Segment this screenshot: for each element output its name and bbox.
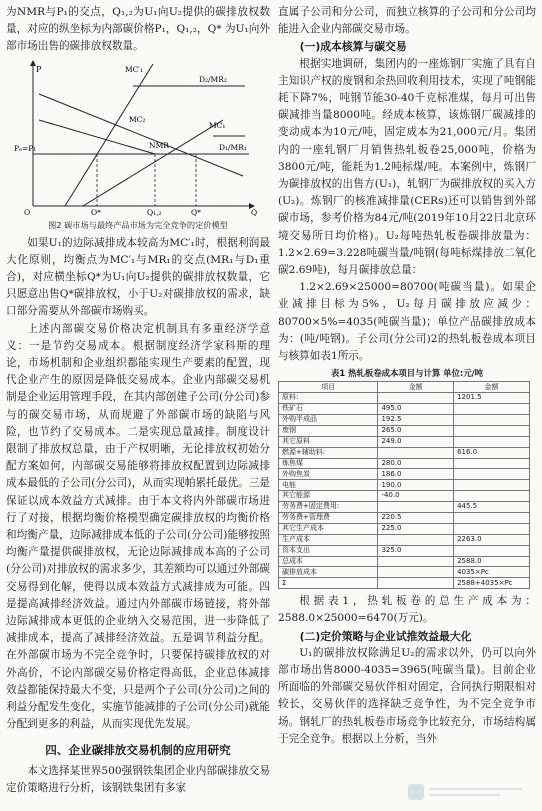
table-row-label: 劳务费+管理费	[279, 512, 378, 523]
mc2-label: MC₂	[129, 114, 146, 124]
table-row	[279, 469, 530, 480]
table-cell-value	[454, 469, 530, 480]
table-row-label: Σ	[279, 578, 378, 589]
q12-label: Q₁,₂	[147, 207, 162, 217]
table-row	[279, 556, 530, 567]
table-cell-value	[454, 523, 530, 534]
watermark-logo	[408, 781, 528, 803]
table-cell-value: 4035×Pc	[454, 567, 530, 578]
body-paragraph: 上述内部碳交易价格决定机制具有多重经济学意义：一是节约交易成本。根据制度经济学家科斯的理论，市场机制和企业组织都能实现生产要素的配置，现代企业产生的原因是降低交易成本。企业内部碳交易机制是企业运用管理手段，在其内部创建子公司(分公司)参与的碳交易市场，从而规避了外部碳市场的缺陷与风险，也节约了交易成本。二是实现总量减排。制度设计限制了排放权总量，由于产权明晰，无论排放权初始分配方案如何，内部碳交易能够将排放权配置到边际减排成本最低的子公司(分公司)，从而实现帕累托最优。三是保证以成本效益方式减排。由于本文将内外部碳市场进行了对接，根据均衡价格模型确定碳排放权的均衡价格和均衡产量，边际减排成本低的子公司(分公司)能够按照均衡产量提供碳排放权，无论边际减排成本高的子公司(分公司)对排放权的需求多少，其差额均可以通过外部碳交易得到化解，使得以成本效益方式减排成为可能。四是提高减排经济效益。通过内外部碳市场链接，将外部边际减排成本更低的企业纳入交易范围，进一步降低了减排成本，提高了减排经济效益。五是调节利益分配。在外部碳市场为不完全竞争时，只要保持碳排放权的对外高价，不论内部碳交易价格定得高低，企业总体减排效益都能保持最大不变，只是两个子公司(分公司)之间的利益分配发生变化，实施节能减排的子公司(分公司)就能分配到更多的利益，从而实现优先发展。	[6, 322, 270, 731]
table-row-label: 生产成本	[279, 534, 378, 545]
table-cell-value	[378, 578, 454, 589]
table-header-row	[279, 382, 530, 393]
table-cell-value: -40.0	[378, 491, 454, 502]
table-cell-value: 249.0	[378, 436, 454, 447]
q-label: Q	[251, 207, 258, 217]
table-cell-value	[454, 491, 530, 502]
table-row-label: 炼焦煤	[279, 458, 378, 469]
table-row	[279, 502, 530, 513]
table-cell-value	[378, 556, 454, 567]
subsection-2-paragraph: U₁的碳排放权除满足U₂的需求以外，仍可以向外部市场出售8000-4035=3965(吨碳当量)。目前企业所面临的外部碳交易伙伴相对固定，合同执行期限相对较长，交易伙伴的选择缺乏竞争性，为不完全竞争市场。钢轧厂的热轧板卷市场竞争比较充分，市场结构属于完全竞争。根据以上分析，当外	[278, 646, 536, 745]
after-table-paragraph: 根据表1，热轧板卷的总生产成本为：2588.0×25000=6470(万元)。	[278, 595, 536, 625]
table-cell-value	[454, 425, 530, 436]
table-cell-value: 225.0	[378, 523, 454, 534]
pe-p1-label: Pₑ=P₁	[14, 143, 37, 153]
table-cell-value	[454, 436, 530, 447]
table-cell-value: 186.0	[378, 469, 454, 480]
nmr-label: NMR	[149, 140, 169, 150]
table-row	[279, 545, 530, 556]
table-row	[279, 404, 530, 415]
table-row-label: 外购半成品	[279, 414, 378, 425]
d1mr1-label: D₁/MR₁	[219, 142, 247, 152]
table-cell-value: 325.0	[378, 545, 454, 556]
table-row	[279, 436, 530, 447]
watermark-stroke	[430, 788, 522, 790]
table-header-cell: 项目	[279, 382, 378, 393]
table-cell-value: 192.5	[378, 414, 454, 425]
table-cell-value: 190.0	[378, 480, 454, 491]
table-row	[279, 425, 530, 436]
table-cell-value	[454, 480, 530, 491]
watermark-stroke	[430, 794, 500, 796]
watermark-mark	[408, 784, 424, 800]
table-row	[279, 578, 530, 589]
table-row-label: 其它生产成本	[279, 523, 378, 534]
equation-paragraph: 1.2×2.69×25000=80700(吨碳当量)。如果企业减排目标为5%，U₂每月碳排放应减少：80700×5%=4035(吨碳当量)；单位产品碳排放成本为：(吨/吨钢)。子公司(分公司)2的热轧板卷成本项目与核算如表1所示。	[278, 281, 536, 363]
table-row	[279, 523, 530, 534]
table-row-label: 其它原料	[279, 436, 378, 447]
table-header-cell: 金额	[378, 382, 454, 393]
table-row	[279, 534, 530, 545]
table-cell-value: 265.0	[378, 425, 454, 436]
table-cell-value: 2588.0	[454, 556, 530, 567]
table-caption: 表1 热轧板卷成本项目与计算 单位:元/吨	[330, 368, 484, 379]
continued-paragraph: 直属子公司和分公司，而独立核算的子公司和分公司均能进入企业内部碳交易市场。	[278, 6, 536, 36]
cost-table	[278, 381, 530, 589]
subsection-1-paragraph: 根据实地调研，集团内的一座炼钢厂实施了具有自主知识产权的废钢和余热回收利用技术，实现了吨钢能耗下降7%，吨钢节能30-40千克标准煤，每月可出售碳减排当量8000吨。经成本核算，该炼钢厂碳减排的变动成本为10元/吨，固定成本为21,000元/月。集团内的一座轧钢厂月销售热轧板卷25,000吨，价格为3800元/吨，能耗为1.2吨标煤/吨。本案例中，炼钢厂为碳排放权的出售方(U₁)，轧钢厂为碳排放权的买入方(U₂)。炼钢厂的核准减排量(CERs)还可以销售到外部碳市场，参考价格为84元/吨(2019年10月22日北京环境交易所日均价格)。U₂每吨热轧板卷碳排放量为：1.2×2.69=3.228吨碳当量/吨钢(每吨标煤排放二氧化碳2.69吨)，每月碳排放总量：	[278, 57, 536, 277]
right-column	[278, 4, 536, 748]
d2mr2-label: D₂/MR₂	[199, 74, 227, 84]
table-row-label: 废钢	[279, 425, 378, 436]
table-cell-value	[454, 414, 530, 425]
ostar-label: O*	[91, 207, 101, 217]
table-cell-value: 616.0	[454, 447, 530, 458]
table-row	[279, 567, 530, 578]
table-cell-value: 495.0	[378, 404, 454, 415]
mc2-line	[39, 94, 243, 176]
table-row	[279, 512, 530, 523]
intro-paragraph: 为NMR与P₁的交点，Q₁,₂为U₁向U₂提供的碳排放权数量，对应的纵坐标为内部碳价格P₁，Q₁,₂，Q* 为U₁向外部市场出售的碳排放权数量。	[6, 6, 270, 53]
mc1-line	[83, 120, 226, 206]
table-row-label: 电能	[279, 480, 378, 491]
table-cell-value	[454, 512, 530, 523]
table-cell-value	[378, 393, 454, 404]
table-cell-value	[378, 447, 454, 458]
table-row	[279, 414, 530, 425]
table-row-label: 燃源+辅助料:	[279, 447, 378, 458]
table-cell-value: 2263.0	[454, 534, 530, 545]
table-cell-value	[454, 404, 530, 415]
table-row	[279, 491, 530, 502]
qstar-label: Q*	[191, 207, 201, 217]
table-row	[279, 458, 530, 469]
table-header-cell: 金额	[454, 382, 530, 393]
table-row-label: 其它能源	[279, 491, 378, 502]
table-cell-value	[378, 534, 454, 545]
mc1-prime-label: MC′₁	[125, 64, 144, 74]
table-cell-value: 1201.5	[454, 393, 530, 404]
table-row-label: 资本支出	[279, 545, 378, 556]
table-cell-value	[378, 502, 454, 513]
table-cell-value	[378, 567, 454, 578]
pricing-model-figure	[13, 58, 263, 218]
table-row-label: 总成本	[279, 556, 378, 567]
table-row-label: 碳排放成本	[279, 567, 378, 578]
table-cell-value: 280.0	[378, 458, 454, 469]
table-row-label: 原料:	[279, 393, 378, 404]
section-paragraph: 本文选择某世界500强钢铁集团企业内部碳排放交易定价策略进行分析，该钢铁集团有多家	[6, 764, 270, 794]
table-cell-value: 445.5	[454, 502, 530, 513]
subsection-heading-1: (一)成本核算与碳交易	[299, 40, 407, 54]
table-cell-value	[454, 458, 530, 469]
table-row-label: 铁矿石	[279, 404, 378, 415]
table-row-label: 外购焦炭	[279, 469, 378, 480]
section-heading: 四、企业碳排放交易机制的应用研究	[45, 742, 231, 757]
table-row	[279, 447, 530, 458]
table-cell-value: 2588+4035×Pc	[454, 578, 530, 589]
cost-table-body	[279, 393, 530, 589]
p-label: P	[36, 64, 42, 74]
table-row	[279, 480, 530, 491]
table-row-label: 劳务费+固定费用:	[279, 502, 378, 513]
figure-caption: 图2 碳市场与最终产品市场为完全竞争的定价模型	[48, 219, 228, 230]
table-cell-value	[454, 545, 530, 556]
table-cell-value: 220.5	[378, 512, 454, 523]
subsection-heading-2: (二)定价策略与企业试推效益最大化	[299, 629, 472, 643]
origin-label: O	[24, 207, 31, 217]
mc1-label: MC₁	[209, 120, 226, 130]
table-row	[279, 393, 530, 404]
left-column	[6, 4, 270, 797]
body-paragraph: 如果U₁的边际减排成本较高为MC′₁时，根据利润最大化原则，均衡点为MC′₁与MR₁的交点(MR₁与D₁重合)，对应横坐标Q*为U₁向U₂提供的碳排放权数量，它只愿意出售Q*碳排放权，小于U₂对碳排放权的需求，缺口部分需要从外部碳市场购买。	[6, 236, 270, 318]
